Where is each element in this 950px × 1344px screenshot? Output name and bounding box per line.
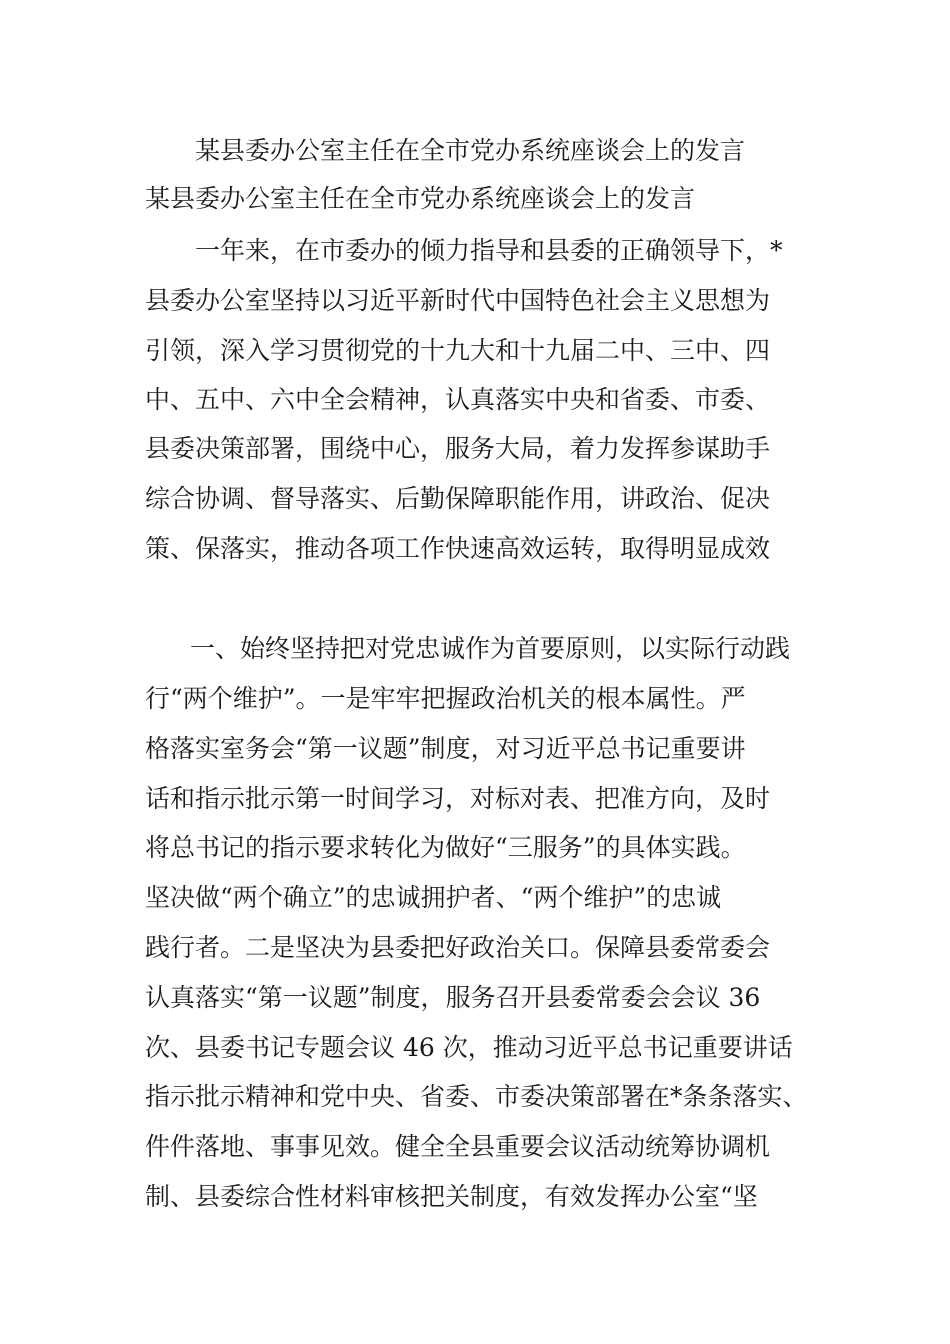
section-line: 践行者。二是坚决为县委把好政治关口。保障县委常委会 bbox=[145, 933, 771, 962]
intro-line: 县委决策部署，围绕中心，服务大局，着力发挥参谋助手 bbox=[145, 434, 771, 463]
document-subtitle: 某县委办公室主任在全市党办系统座谈会上的发言 bbox=[145, 184, 696, 213]
section-line: 坚决做“两个确立”的忠诚拥护者、“两个维护”的忠诚 bbox=[145, 883, 722, 912]
section-line: 指示批示精神和党中央、省委、市委决策部署在*条条落实、 bbox=[145, 1082, 808, 1111]
section-line: 将总书记的指示要求转化为做好“三服务”的具体实践。 bbox=[145, 833, 746, 862]
intro-line: 一年来，在市委办的倾力指导和县委的正确领导下，* bbox=[195, 236, 783, 265]
section-line: 件件落地、事事见效。健全全县重要会议活动统筹协调机 bbox=[145, 1132, 771, 1161]
section-line: 次、县委书记专题会议 46 次，推动习近平总书记重要讲话 bbox=[145, 1033, 793, 1062]
intro-line: 中、五中、六中全会精神，认真落实中央和省委、市委、 bbox=[145, 385, 771, 414]
intro-line: 引领，深入学习贯彻党的十九大和十九届二中、三中、四 bbox=[145, 336, 771, 365]
intro-line: 策、保落实，推动各项工作快速高效运转，取得明显成效 bbox=[145, 534, 771, 563]
intro-line: 综合协调、督导落实、后勤保障职能作用，讲政治、促决 bbox=[145, 484, 771, 513]
section-line: 行“两个维护”。一是牢牢把握政治机关的根本属性。严 bbox=[145, 684, 746, 713]
section-line: 制、县委综合性材料审核把关制度，有效发挥办公室“坚 bbox=[145, 1182, 758, 1211]
section-line: 认真落实“第一议题”制度，服务召开县委常委会会议 36 bbox=[145, 983, 761, 1012]
section-line: 格落实室务会“第一议题”制度，对习近平总书记重要讲 bbox=[145, 734, 746, 763]
document-title: 某县委办公室主任在全市党办系统座谈会上的发言 bbox=[195, 136, 746, 165]
intro-line: 县委办公室坚持以习近平新时代中国特色社会主义思想为 bbox=[145, 286, 771, 315]
section-line: 话和指示批示第一时间学习，对标对表、把准方向，及时 bbox=[145, 784, 771, 813]
section-line: 一、始终坚持把对党忠诚作为首要原则，以实际行动践 bbox=[190, 634, 791, 663]
